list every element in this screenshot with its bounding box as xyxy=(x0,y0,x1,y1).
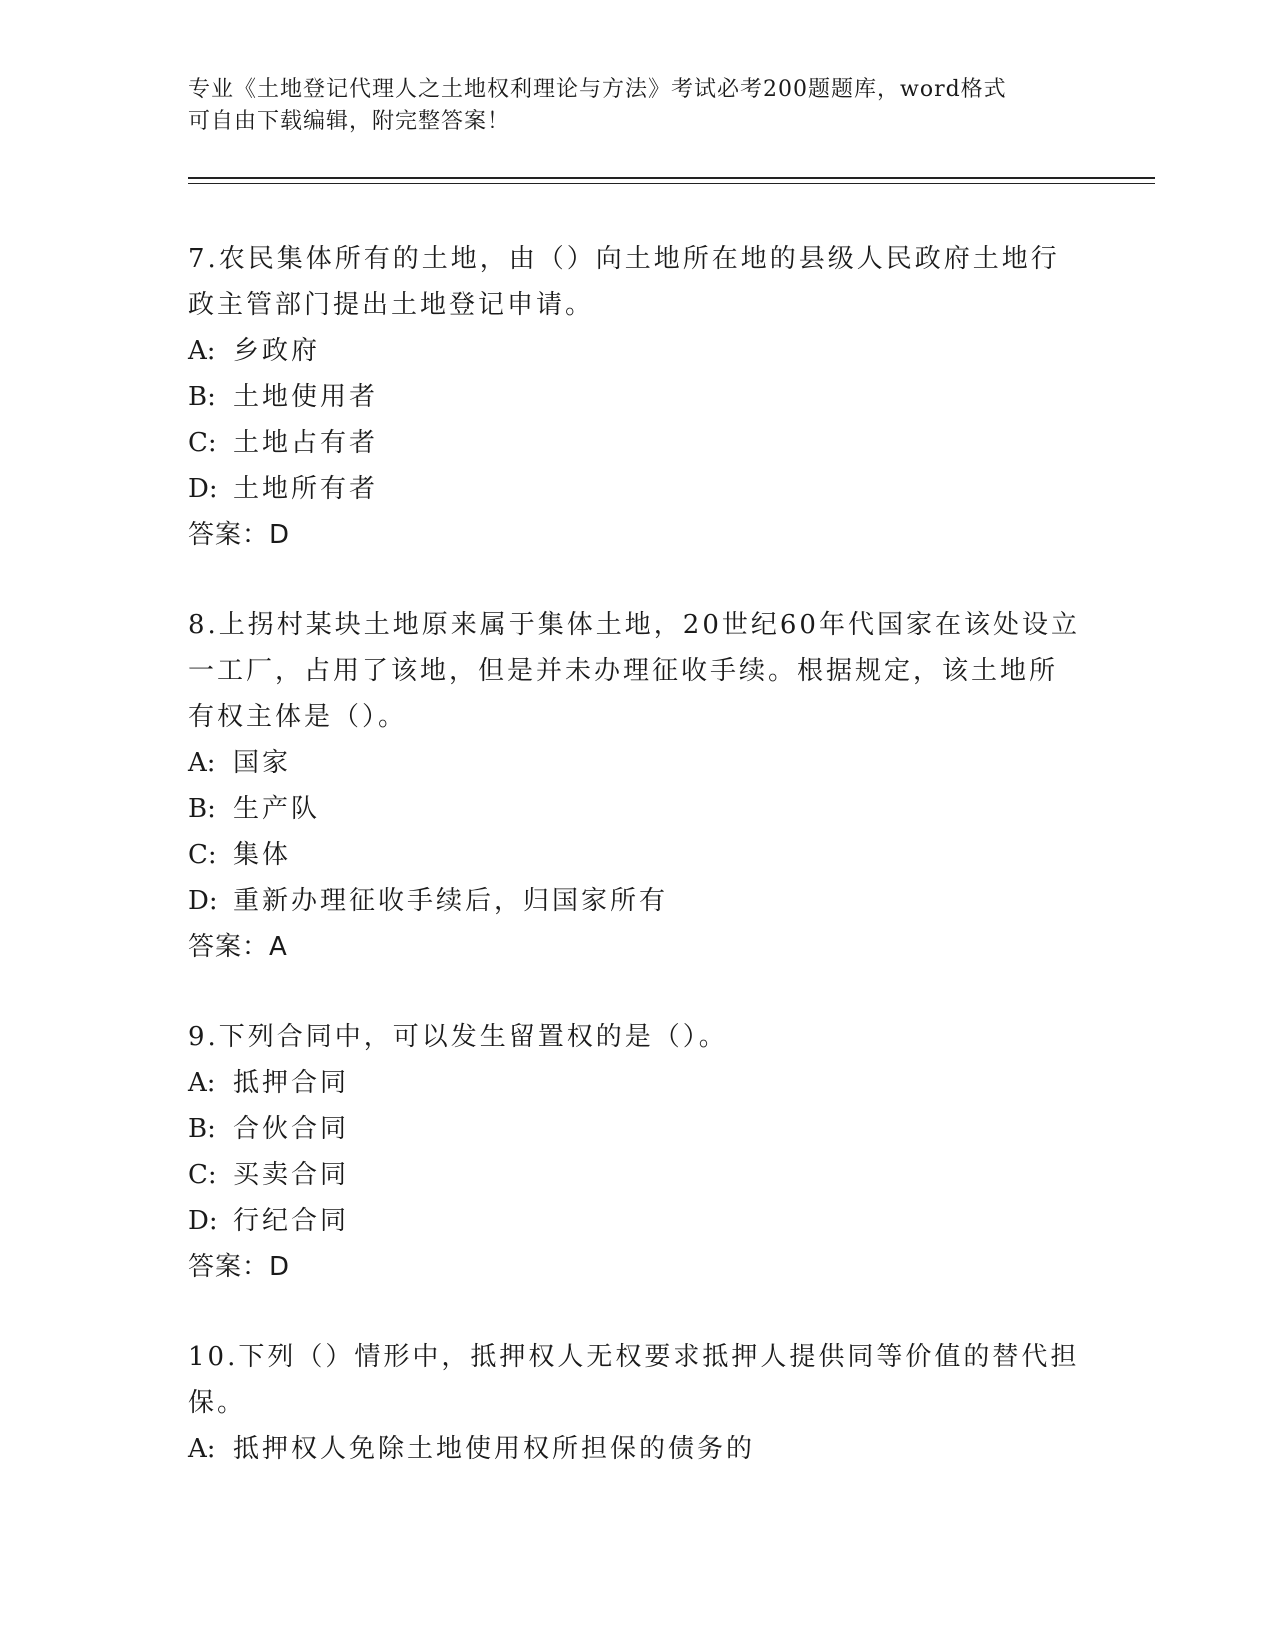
question-10 xyxy=(188,1334,1088,1472)
question-8 xyxy=(188,602,1088,970)
option-text: 集体 xyxy=(233,840,292,870)
option-d xyxy=(188,878,1088,924)
option-letter: A: xyxy=(188,1434,216,1464)
option-text: 生产队 xyxy=(233,794,321,824)
option-text: 合伙合同 xyxy=(233,1114,350,1144)
option-letter: B: xyxy=(188,382,216,412)
option-text: 乡政府 xyxy=(233,336,321,366)
option-a xyxy=(188,328,1088,374)
option-c xyxy=(188,1152,1088,1198)
option-a xyxy=(188,1060,1088,1106)
option-text: 抵押权人免除土地使用权所担保的债务的 xyxy=(233,1434,756,1464)
answer-line: 答案：A xyxy=(188,932,288,962)
option-letter: D: xyxy=(188,1206,218,1236)
question-stem-line: 10.下列（）情形中，抵押权人无权要求抵押人提供同等价值的替代担 xyxy=(188,1342,1080,1372)
option-d xyxy=(188,1198,1088,1244)
header-rule-thick xyxy=(188,177,1155,179)
header-line-2: 可自由下载编辑，附完整答案！ xyxy=(188,109,511,134)
question-stem-line: 7.农民集体所有的土地，由（）向土地所在地的县级人民政府土地行 xyxy=(188,244,1060,274)
option-letter: A: xyxy=(188,748,216,778)
option-a xyxy=(188,1426,1088,1472)
question-7 xyxy=(188,236,1088,558)
question-stem-line: 有权主体是（）。 xyxy=(188,702,408,732)
option-letter: C: xyxy=(188,840,217,870)
option-text: 土地所有者 xyxy=(233,474,379,504)
question-list xyxy=(188,236,1088,1516)
header-rule-thin xyxy=(188,183,1155,184)
option-text: 国家 xyxy=(233,748,292,778)
option-letter: B: xyxy=(188,1114,216,1144)
option-b xyxy=(188,786,1088,832)
question-stem-line: 政主管部门提出土地登记申请。 xyxy=(188,290,595,320)
option-d xyxy=(188,466,1088,512)
option-letter: A: xyxy=(188,1068,216,1098)
option-text: 抵押合同 xyxy=(233,1068,350,1098)
option-c xyxy=(188,832,1088,878)
option-letter: D: xyxy=(188,886,218,916)
option-letter: A: xyxy=(188,336,216,366)
option-b xyxy=(188,374,1088,420)
option-text: 买卖合同 xyxy=(233,1160,350,1190)
question-stem-line: 9.下列合同中，可以发生留置权的是（）。 xyxy=(188,1022,728,1052)
option-a xyxy=(188,740,1088,786)
answer-line: 答案：D xyxy=(188,1252,291,1282)
answer-line: 答案：D xyxy=(188,520,291,550)
option-letter: D: xyxy=(188,474,218,504)
option-letter: B: xyxy=(188,794,216,824)
option-letter: C: xyxy=(188,428,217,458)
option-letter: C: xyxy=(188,1160,217,1190)
option-text: 土地使用者 xyxy=(233,382,379,412)
option-text: 行纪合同 xyxy=(233,1206,350,1236)
header-line-1: 专业《土地登记代理人之土地权利理论与方法》考试必考200题题库，word格式 xyxy=(188,77,1007,102)
question-stem-line: 8.上拐村某块土地原来属于集体土地，20世纪60年代国家在该处设立 xyxy=(188,610,1080,640)
option-text: 重新办理征收手续后，归国家所有 xyxy=(233,886,669,916)
question-stem-line: 一工厂，占用了该地，但是并未办理征收手续。根据规定，该土地所 xyxy=(188,656,1059,686)
question-stem-line: 保。 xyxy=(188,1388,247,1418)
document-header xyxy=(188,74,1088,138)
option-c xyxy=(188,420,1088,466)
question-9 xyxy=(188,1014,1088,1290)
option-text: 土地占有者 xyxy=(233,428,379,458)
option-b xyxy=(188,1106,1088,1152)
